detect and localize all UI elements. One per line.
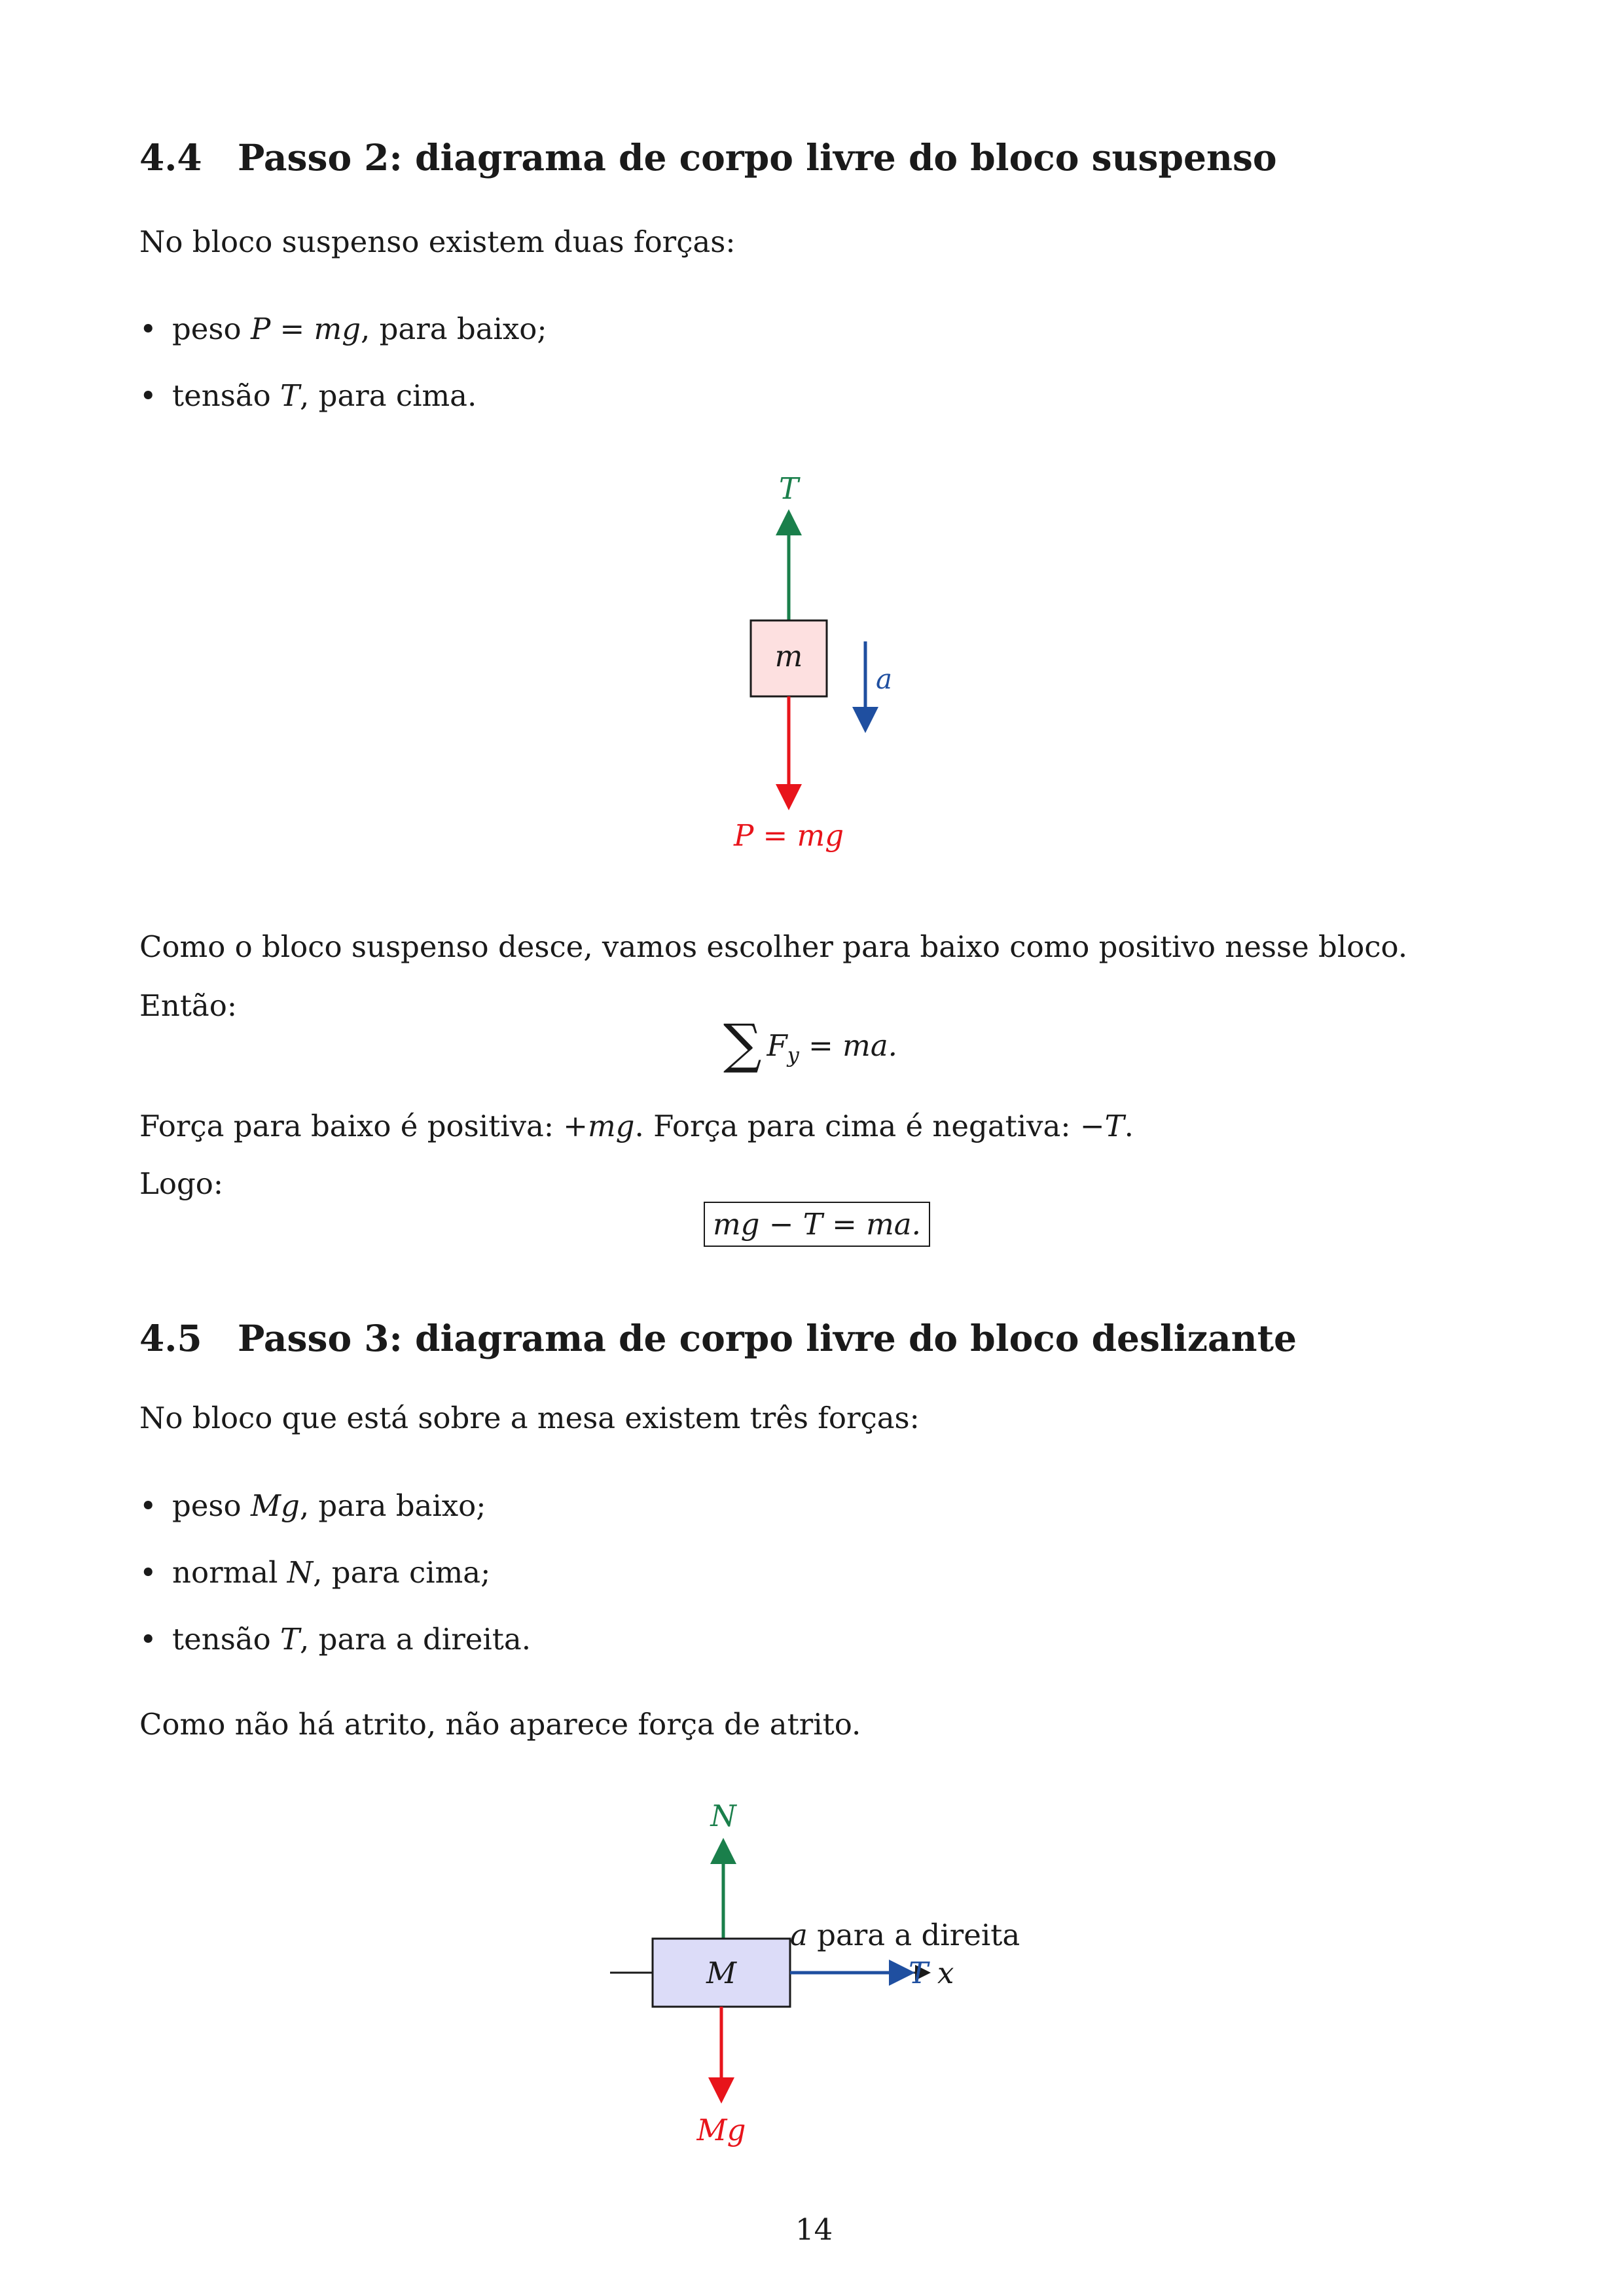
weight-label: P = mg [733,818,844,853]
mass-label: m [774,639,803,673]
bullet-icon: • [139,378,157,413]
x-axis-label: x [937,1956,954,1990]
bullet-icon: • [139,1488,157,1523]
paragraph-direction: Como o bloco suspenso desce, vamos escolher para baixo como positivo nesse bloco. [139,929,1408,964]
intro-paragraph: No bloco que está sobre a mesa existem três forças: [139,1401,920,1435]
section-number: 4.5 [139,1317,202,1359]
list-item: • peso P = mg, para baixo; [139,312,547,346]
intro-paragraph: No bloco suspenso existem duas forças: [139,224,736,259]
free-body-diagram-suspended [687,458,949,870]
weight-label: Mg [696,2113,746,2147]
boxed-equation: mg − T = ma. [704,1202,930,1247]
section-number: 4.4 [139,136,202,179]
section-title: Passo 3: diagrama de corpo livre do bloco deslizante [238,1317,1297,1359]
normal-label: N [710,1799,736,1833]
list-item: • tensão T, para cima. [139,378,477,413]
section-heading-4-5 [139,1317,1297,1359]
tension-label: T [778,471,799,506]
tension-label: T [909,1956,929,1990]
acceleration-label: a para a direita [790,1918,1020,1952]
bullet-icon: • [139,1555,157,1590]
paragraph-logo: Logo: [139,1166,224,1201]
list-item: • normal N, para cima; [139,1555,491,1590]
equation-newton: ∑ $F_y$ = ma. [723,1013,897,1075]
mass-label: M [706,1956,737,1990]
acceleration-label: a [876,663,893,695]
section-heading-4-4 [139,136,1277,179]
bullet-icon: • [139,1622,157,1657]
list-item: • tensão T, para a direita. [139,1622,531,1657]
section-title: Passo 2: diagrama de corpo livre do bloco suspenso [238,136,1277,179]
bullet-icon: • [139,312,157,346]
list-item: • peso Mg, para baixo; [139,1488,486,1523]
paragraph-signs: Força para baixo é positiva: +mg. Força para cima é negativa: −T. [139,1109,1134,1143]
free-body-diagram-sliding [589,1793,1080,2160]
paragraph-then: Então: [139,988,237,1023]
page-number: 14 [795,2212,833,2247]
paragraph-no-friction: Como não há atrito, não aparece força de atrito. [139,1707,861,1742]
